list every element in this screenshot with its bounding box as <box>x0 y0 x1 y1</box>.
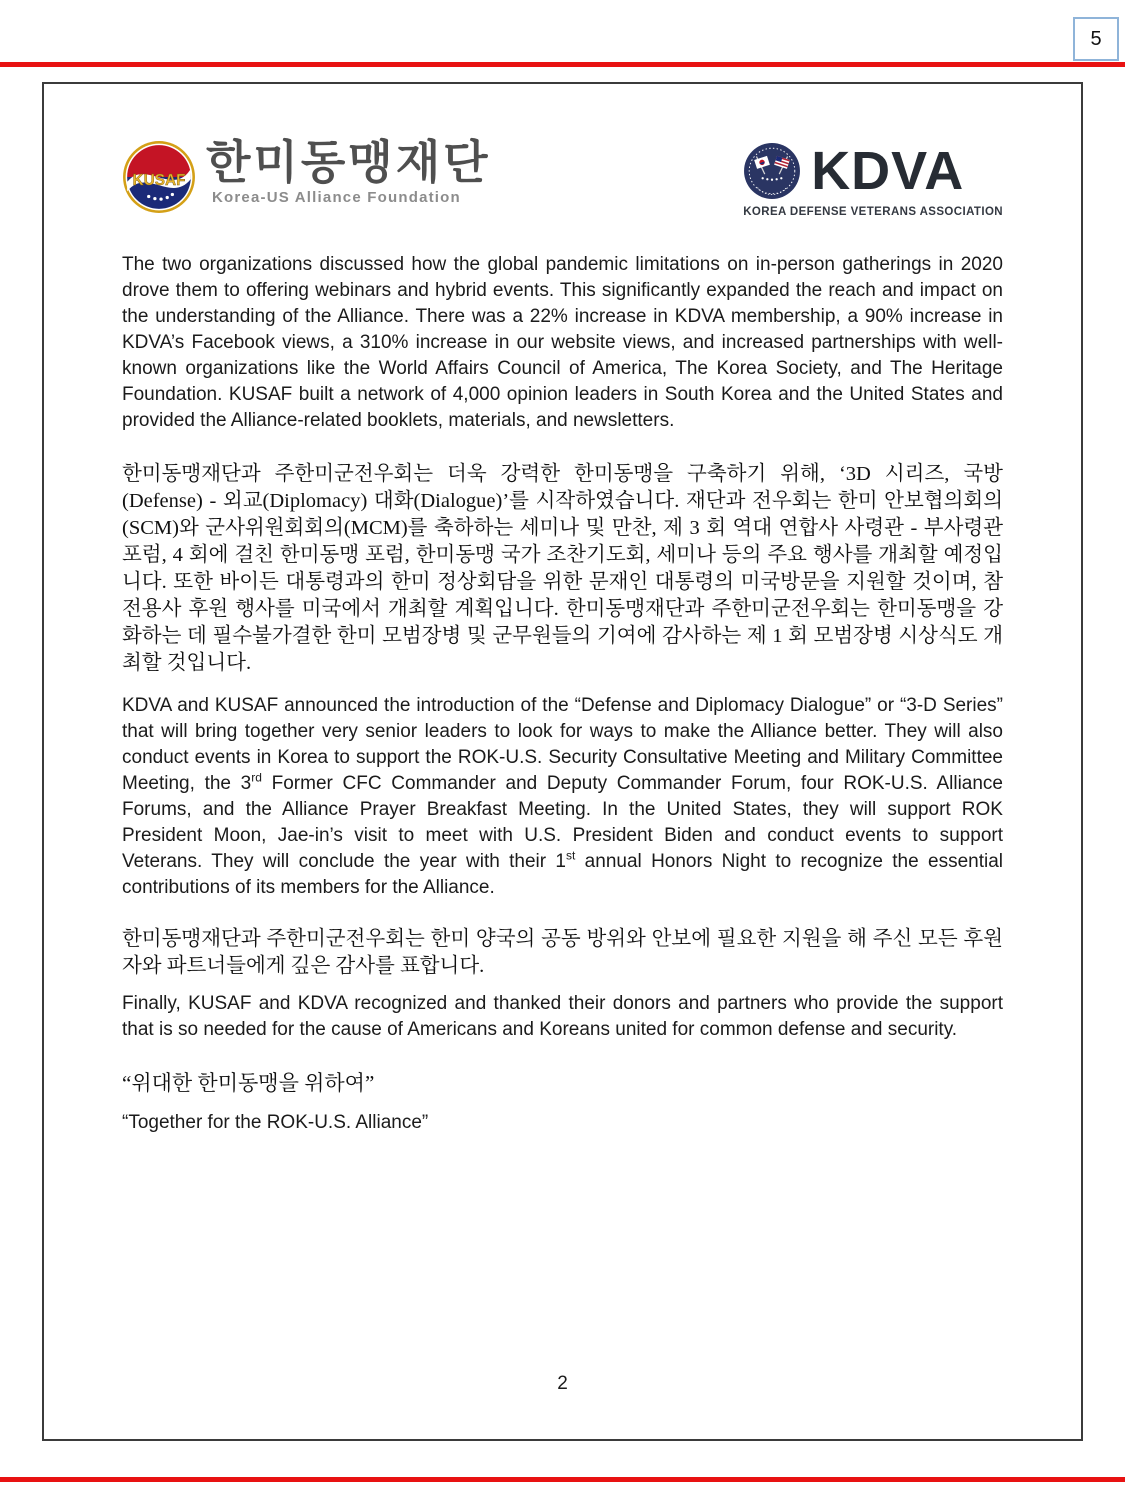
closing-quote-english: “Together for the ROK-U.S. Alliance” <box>122 1112 429 1133</box>
kusaf-emblem-icon <box>122 140 196 214</box>
kdva-subtitle: KOREA DEFENSE VETERANS ASSOCIATION <box>743 206 1003 218</box>
p3-text-1: KDVA and KUSAF announced the introduction of the “Defense and Diplomacy Dialogue” or “3-D Series” that will bring together very senior leaders to look for ways to make the Alliance better. They will also conduct events in Korea to support the ROK-U.S. Security Consultative Meeting and Military Committee Meeting, the 3 <box>122 695 1003 794</box>
header-logo-row <box>122 138 1003 218</box>
content-border-box <box>42 82 1083 1441</box>
paragraph-3d-series-english <box>122 693 1003 901</box>
paragraph-korean-3d-series: 한미동맹재단과 주한미군전우회는 더욱 강력한 한미동맹을 구축하기 위해, ‘3D 시리즈, 국방(Defense) - 외교(Diplomacy) 대화(Dialogue)’를 시작하였습니다. 재단과 전우회는 한미 안보협의회의(SCM)와 군사위원회회의(MCM)를 축하하는 세미나 및 만찬, 제 3 회 역대 연합사 사령관 - 부사령관 포럼, 4 회에 걸친 한미동맹 포럼, 한미동맹 국가 조찬기도회, 세미나 등의 주요 행사를 개최할 예정입니다. 또한 바이든 대통령과의 한미 정상회담을 위한 문재인 대통령의 미국방문을 지원할 것이며, 참전용사 후원 행사를 미국에서 개최할 계획입니다. 한미동맹재단과 주한미군전우회는 한미동맹을 강화하는 데 필수불가결한 한미 모범장병 및 군무원들의 기여에 감사하는 제 1 회 모범장병 시상식도 개최할 것입니다. <box>122 463 1003 674</box>
svg-text:KUSAF: KUSAF <box>132 172 186 190</box>
outer-page-number: 5 <box>1090 27 1102 50</box>
p3-text-3: annual Honors Night to recognize the essential contributions of its members for the Alliance. <box>122 851 1003 898</box>
closing-quote-korean: “위대한 한미동맹을 위하여” <box>122 1071 375 1095</box>
document-text-column <box>122 252 1003 1136</box>
p3-superscript-st: st <box>566 848 576 863</box>
kusaf-subtitle: Korea-US Alliance Foundation <box>212 189 461 207</box>
content-inner <box>44 84 1081 1136</box>
kdva-acronym: KDVA <box>811 141 965 201</box>
footer-page-number: 2 <box>557 1373 568 1394</box>
p3-superscript-rd: rd <box>251 770 262 785</box>
paragraph-korean-thanks: 한미동맹재단과 주한미군전우회는 한미 양국의 공동 방위와 안보에 필요한 지원을 해 주신 모든 후원자와 파트너들에게 깊은 감사를 표합니다. <box>122 928 1003 977</box>
paragraph-pandemic-webinars: The two organizations discussed how the global pandemic limitations on in-person gatherings in 2020 drove them to offering webinars and hybrid events. This significantly expanded the reach and impact on the understanding of the Alliance. There was a 22% increase in KDVA membership, a 90% increase in KDVA’s Facebook views, a 310% increase in our website views, and increased partnerships with well-known organizations like the World Affairs Council of America, The Korea Society, and The Heritage Foundation. KUSAF built a network of 4,000 opinion leaders in South Korea and the United States and provided the Alliance-related booklets, materials, and newsletters. <box>122 254 1003 431</box>
bottom-red-rule <box>0 1477 1125 1482</box>
outer-page-number-box <box>1073 17 1119 61</box>
kdva-emblem-icon <box>743 142 801 200</box>
kdva-wordmark-row <box>743 142 964 200</box>
kusaf-logo <box>122 138 491 214</box>
p3-text-2: Former CFC Commander and Deputy Commander Forum, four ROK-U.S. Alliance Forums, and the Alliance Prayer Breakfast Meeting. In the United States, they will support ROK President Moon, Jae-in’s visit to meet with U.S. President Biden and conduct events to support Veterans. They will conclude the year with their 1 <box>122 773 1003 872</box>
top-red-rule <box>0 62 1125 67</box>
kdva-logo <box>743 142 1003 218</box>
kusaf-title-korean: 한미동맹재단 <box>206 136 491 188</box>
kusaf-wordmark <box>206 138 491 206</box>
paragraph-thanks-english: Finally, KUSAF and KDVA recognized and thanked their donors and partners who provide the support that is so needed for the cause of Americans and Koreans united for common defense and security. <box>122 993 1003 1040</box>
